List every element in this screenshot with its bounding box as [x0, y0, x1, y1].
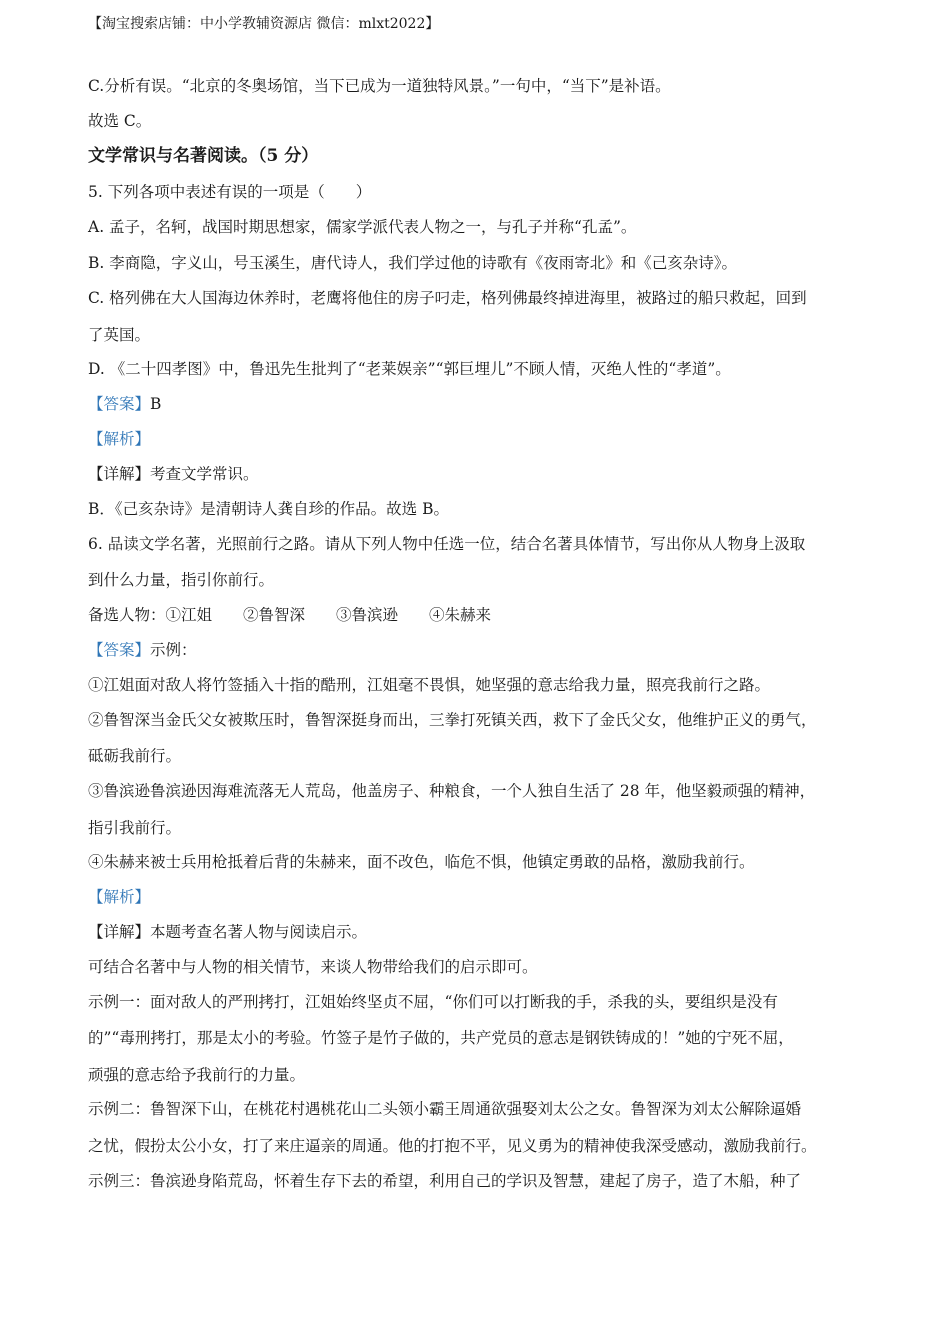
- answer-value: B: [150, 395, 162, 413]
- detail-6: 【详解】本题考查名著人物与阅读启示。: [88, 923, 368, 941]
- explanation-5: B．《己亥杂诗》是清朝诗人龚自珍的作品。故选 B。: [88, 500, 449, 518]
- sample-1-end: 顽强的意志给予我前行的力量。: [88, 1066, 306, 1084]
- page-header: 【淘宝搜索店铺：中小学教辅资源店 微信：mlxt2022】: [88, 16, 440, 32]
- answer-6: [88, 640, 197, 660]
- sample-1: 示例一：面对敌人的严刑拷打，江姐始终坚贞不屈，“你们可以打断我的手，杀我的头，要组织是没有: [88, 993, 778, 1011]
- example-4: ④朱赫来被士兵用枪抵着后背的朱赫来，面不改色，临危不惧，他镇定勇敢的品格，激励我前行。: [88, 853, 755, 871]
- text-line: C.分析有误。“北京的冬奥场馆，当下已成为一道独特风景。”一句中，“当下”是补语。: [88, 77, 671, 95]
- option-c: C. 格列佛在大人国海边休养时，老鹰将他住的房子叼走，格列佛最终掉进海里，被路过的船只救起，回到: [88, 289, 807, 307]
- option-a: A. 孟子，名轲，战国时期思想家，儒家学派代表人物之一，与孔子并称“孔孟”。: [88, 218, 637, 236]
- option-d: D. 《二十四孝图》中，鲁迅先生批判了“老莱娱亲”“郭巨埋儿”不顾人情，灭绝人性的“孝道”。: [88, 360, 731, 378]
- sample-2: 示例二：鲁智深下山，在桃花村遇桃花山二头领小霸王周通欲强娶刘太公之女。鲁智深为刘太公解除逼婚: [88, 1100, 802, 1118]
- sample-2-cont: 之忧，假扮太公小女，打了来庄逼亲的周通。他的打抱不平，见义勇为的精神使我深受感动，激励我前行。: [88, 1137, 817, 1155]
- analysis-tag: 【解析】: [88, 430, 151, 448]
- option-b: B. 李商隐，字义山，号玉溪生，唐代诗人，我们学过他的诗歌有《夜雨寄北》和《己亥杂诗》。: [88, 254, 737, 272]
- answer-tag: 【答案】: [88, 395, 151, 413]
- example-3: ③鲁滨逊鲁滨逊因海难流落无人荒岛，他盖房子、种粮食，一个人独自生活了 28 年，他坚毅顽强的精神，: [88, 782, 816, 800]
- example-3-cont: 指引我前行。: [88, 819, 182, 837]
- answer-5: [88, 394, 161, 414]
- detail-text: 可结合名著中与人物的相关情节，来谈人物带给我们的启示即可。: [88, 958, 538, 976]
- answer-tag: 【答案】: [88, 641, 151, 659]
- question-6-cont: 到什么力量，指引你前行。: [88, 571, 275, 589]
- question-6: 6. 品读文学名著，光照前行之路。请从下列人物中任选一位，结合名著具体情节，写出你从人物身上汲取: [88, 535, 806, 553]
- sample-1-cont: 的”“毒刑拷打，那是太小的考验。竹签子是竹子做的，共产党员的意志是钢铁铸成的！”她的宁死不屈，: [88, 1029, 794, 1047]
- candidate-list: 备选人物：①江姐 ②鲁智深 ③鲁滨逊 ④朱赫来: [88, 606, 492, 624]
- sample-3: 示例三：鲁滨逊身陷荒岛，怀着生存下去的希望，利用自己的学识及智慧，建起了房子，造了木船，种了: [88, 1172, 802, 1190]
- answer-value: 示例：: [150, 641, 197, 659]
- example-2: ②鲁智深当金氏父女被欺压时，鲁智深挺身而出，三拳打死镇关西，救下了金氏父女，他维护正义的勇气，: [88, 711, 817, 729]
- question-5: 5. 下列各项中表述有误的一项是（ ）: [88, 183, 372, 201]
- example-2-cont: 砥砺我前行。: [88, 747, 182, 765]
- option-c-cont: 了英国。: [88, 326, 151, 344]
- analysis-tag: 【解析】: [88, 888, 151, 906]
- example-1: ①江姐面对敌人将竹签插入十指的酷刑，江姐毫不畏惧，她坚强的意志给我力量，照亮我前行之路。: [88, 676, 771, 694]
- text-line: 故选 C。: [88, 112, 152, 130]
- detail-5: 【详解】考查文学常识。: [88, 465, 259, 483]
- section-heading: 文学常识与名著阅读。（5 分）: [88, 146, 319, 166]
